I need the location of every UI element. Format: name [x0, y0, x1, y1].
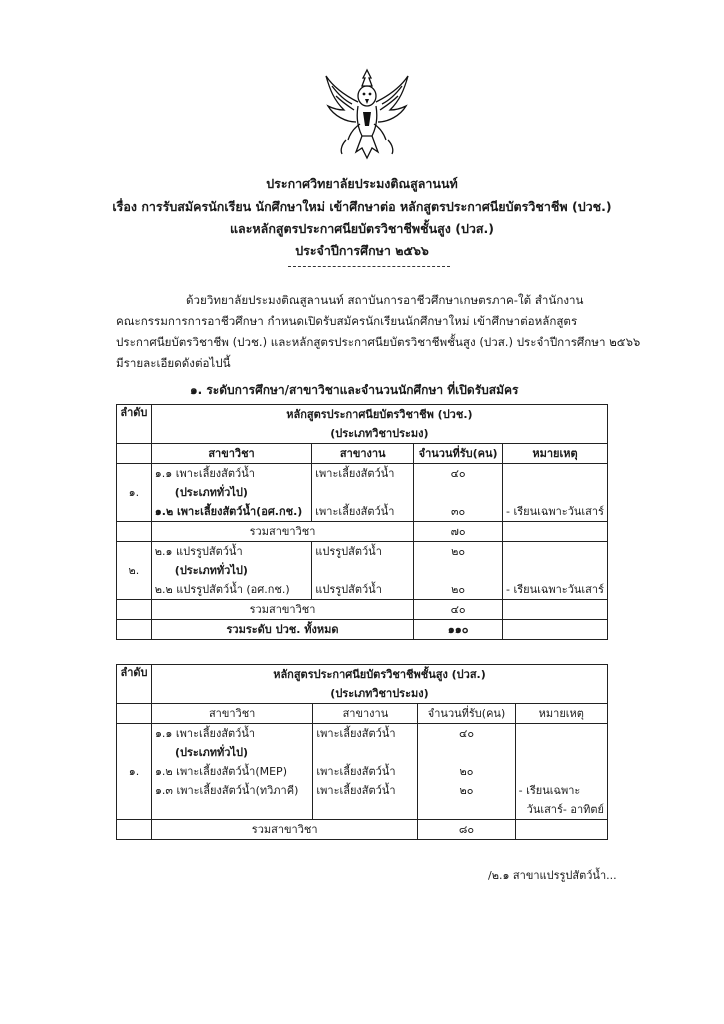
major-name: ๒.๒ แปรรูปสัตว์น้ำ (อศ.กช.): [154, 583, 290, 596]
grand-total-value: ๑๑๐: [414, 620, 503, 640]
row-order: ๑.: [117, 724, 152, 820]
note-text: - เรียนเฉพาะวันเสาร์: [506, 583, 604, 596]
intro-line-1: ด้วยวิทยาลัยประมงติณสูลานนท์ สถาบันการอาชีวศึกษาเกษตรภาค-ใต้ สำนักงาน: [186, 293, 584, 307]
field-name: เพาะเลี้ยงสัตว์น้ำ: [315, 505, 395, 518]
row-order: ๑.: [117, 464, 152, 522]
quota-count: ๒๐: [459, 765, 474, 778]
column-header-major: สาขาวิชา: [151, 444, 311, 464]
column-header-field: สาขางาน: [313, 704, 418, 724]
row-order: ๒.: [117, 542, 152, 600]
field-name: เพาะเลี้ยงสัตว์น้ำ: [316, 784, 396, 797]
field-name: เพาะเลี้ยงสัตว์น้ำ: [316, 727, 396, 740]
high-vocational-certificate-table: [116, 664, 608, 840]
academic-year: ประจำปีการศึกษา ๒๕๖๖: [295, 243, 429, 258]
subtotal-value: ๔๐: [414, 600, 503, 620]
subtotal-label: รวมสาขาวิชา: [151, 820, 417, 840]
major-name: ๑.๓ เพาะเลี้ยงสัตว์น้ำ(ทวิภาคี): [154, 784, 299, 797]
quota-count: ๒๐: [459, 784, 474, 797]
vocational-certificate-table: [116, 404, 608, 640]
subtotal-label: รวมสาขาวิชา: [151, 600, 413, 620]
intro-line-2: คณะกรรมการการอาชีวศึกษา กำหนดเปิดรับสมัครนักเรียนนักศึกษาใหม่ เข้าศึกษาต่อหลักสูตร: [116, 314, 578, 328]
course-title: หลักสูตรประกาศนียบัตรวิชาชีพชั้นสูง (ปวส.): [151, 665, 607, 685]
intro-line-4: มีรายละเอียดดังต่อไปนี้: [116, 356, 231, 370]
announcement-subject-cont: และหลักสูตรประกาศนียบัตรวิชาชีพชั้นสูง (ปวส.): [230, 221, 494, 236]
column-header-major: สาขาวิชา: [151, 704, 312, 724]
major-type: (ประเภททั่วไป): [174, 564, 248, 577]
column-header-note: หมายเหตุ: [503, 444, 608, 464]
intro-line-3: ประกาศนียบัตรวิชาชีพ (ปวช.) และหลักสูตรประกาศนียบัตรวิชาชีพชั้นสูง (ปวส.) ประจำปีการศึกษา ๒๕๖๖: [116, 335, 641, 349]
column-header-count: จำนวนที่รับ(คน): [418, 704, 515, 724]
field-name: แปรรูปสัตว์น้ำ: [315, 545, 382, 558]
column-header-count: จำนวนที่รับ(คน): [414, 444, 503, 464]
subtotal-value: ๗๐: [414, 522, 503, 542]
field-name: เพาะเลี้ยงสัตว์น้ำ: [316, 765, 396, 778]
quota-count: ๓๐: [451, 505, 466, 518]
major-name: ๑.๒ เพาะเลี้ยงสัตว์น้ำ(MEP): [154, 765, 287, 778]
divider-line: [288, 266, 450, 267]
note-text: - เรียนเฉพาะ: [518, 784, 581, 797]
major-name: ๑.๑ เพาะเลี้ยงสัตว์น้ำ: [154, 467, 255, 480]
column-header-note: หมายเหตุ: [515, 704, 607, 724]
section-title: ๑. ระดับการศึกษา/สาขาวิชาและจำนวนนักศึกษา ที่เปิดรับสมัคร: [190, 383, 519, 397]
table-row: [117, 542, 608, 600]
field-name: เพาะเลี้ยงสัตว์น้ำ: [315, 467, 395, 480]
note-text: วันเสาร์- อาทิตย์: [526, 803, 604, 816]
major-type: (ประเภททั่วไป): [174, 486, 248, 499]
table-row: [117, 724, 608, 820]
announcement-subject: เรื่อง การรับสมัครนักเรียน นักศึกษาใหม่ เข้าศึกษาต่อ หลักสูตรประกาศนียบัตรวิชาชีพ (ปวช.): [112, 199, 612, 214]
announcement-title: ประกาศวิทยาลัยประมงติณสูลานนท์: [266, 176, 458, 191]
major-type: (ประเภททั่วไป): [174, 746, 249, 759]
major-name: ๑.๑ เพาะเลี้ยงสัตว์น้ำ: [154, 727, 256, 740]
table-row: [117, 464, 608, 522]
quota-count: ๒๐: [451, 545, 466, 558]
column-header-field: สาขางาน: [312, 444, 414, 464]
subtotal-label: รวมสาขาวิชา: [151, 522, 413, 542]
grand-total-label: รวมระดับ ปวช. ทั้งหมด: [151, 620, 413, 640]
quota-count: ๔๐: [450, 467, 466, 480]
course-title: หลักสูตรประกาศนียบัตรวิชาชีพ (ปวช.): [151, 405, 607, 425]
order-header: ลำดับ: [117, 665, 152, 704]
major-name: ๒.๑ แปรรูปสัตว์น้ำ: [154, 545, 243, 558]
order-header: ลำดับ: [117, 405, 152, 444]
garuda-emblem: [322, 66, 412, 162]
quota-count: ๒๐: [451, 583, 466, 596]
field-name: แปรรูปสัตว์น้ำ: [315, 583, 382, 596]
subtotal-value: ๘๐: [418, 820, 515, 840]
note-text: - เรียนเฉพาะวันเสาร์: [506, 505, 604, 518]
course-subtitle: (ประเภทวิชาประมง): [151, 684, 607, 704]
quota-count: ๔๐: [459, 727, 475, 740]
course-subtitle: (ประเภทวิชาประมง): [151, 424, 607, 444]
major-name: ๑.๒ เพาะเลี้ยงสัตว์น้ำ(อศ.กช.): [154, 505, 303, 518]
page-continuation: /๒.๑ สาขาแปรรูปสัตว์น้ำ...: [488, 869, 617, 882]
